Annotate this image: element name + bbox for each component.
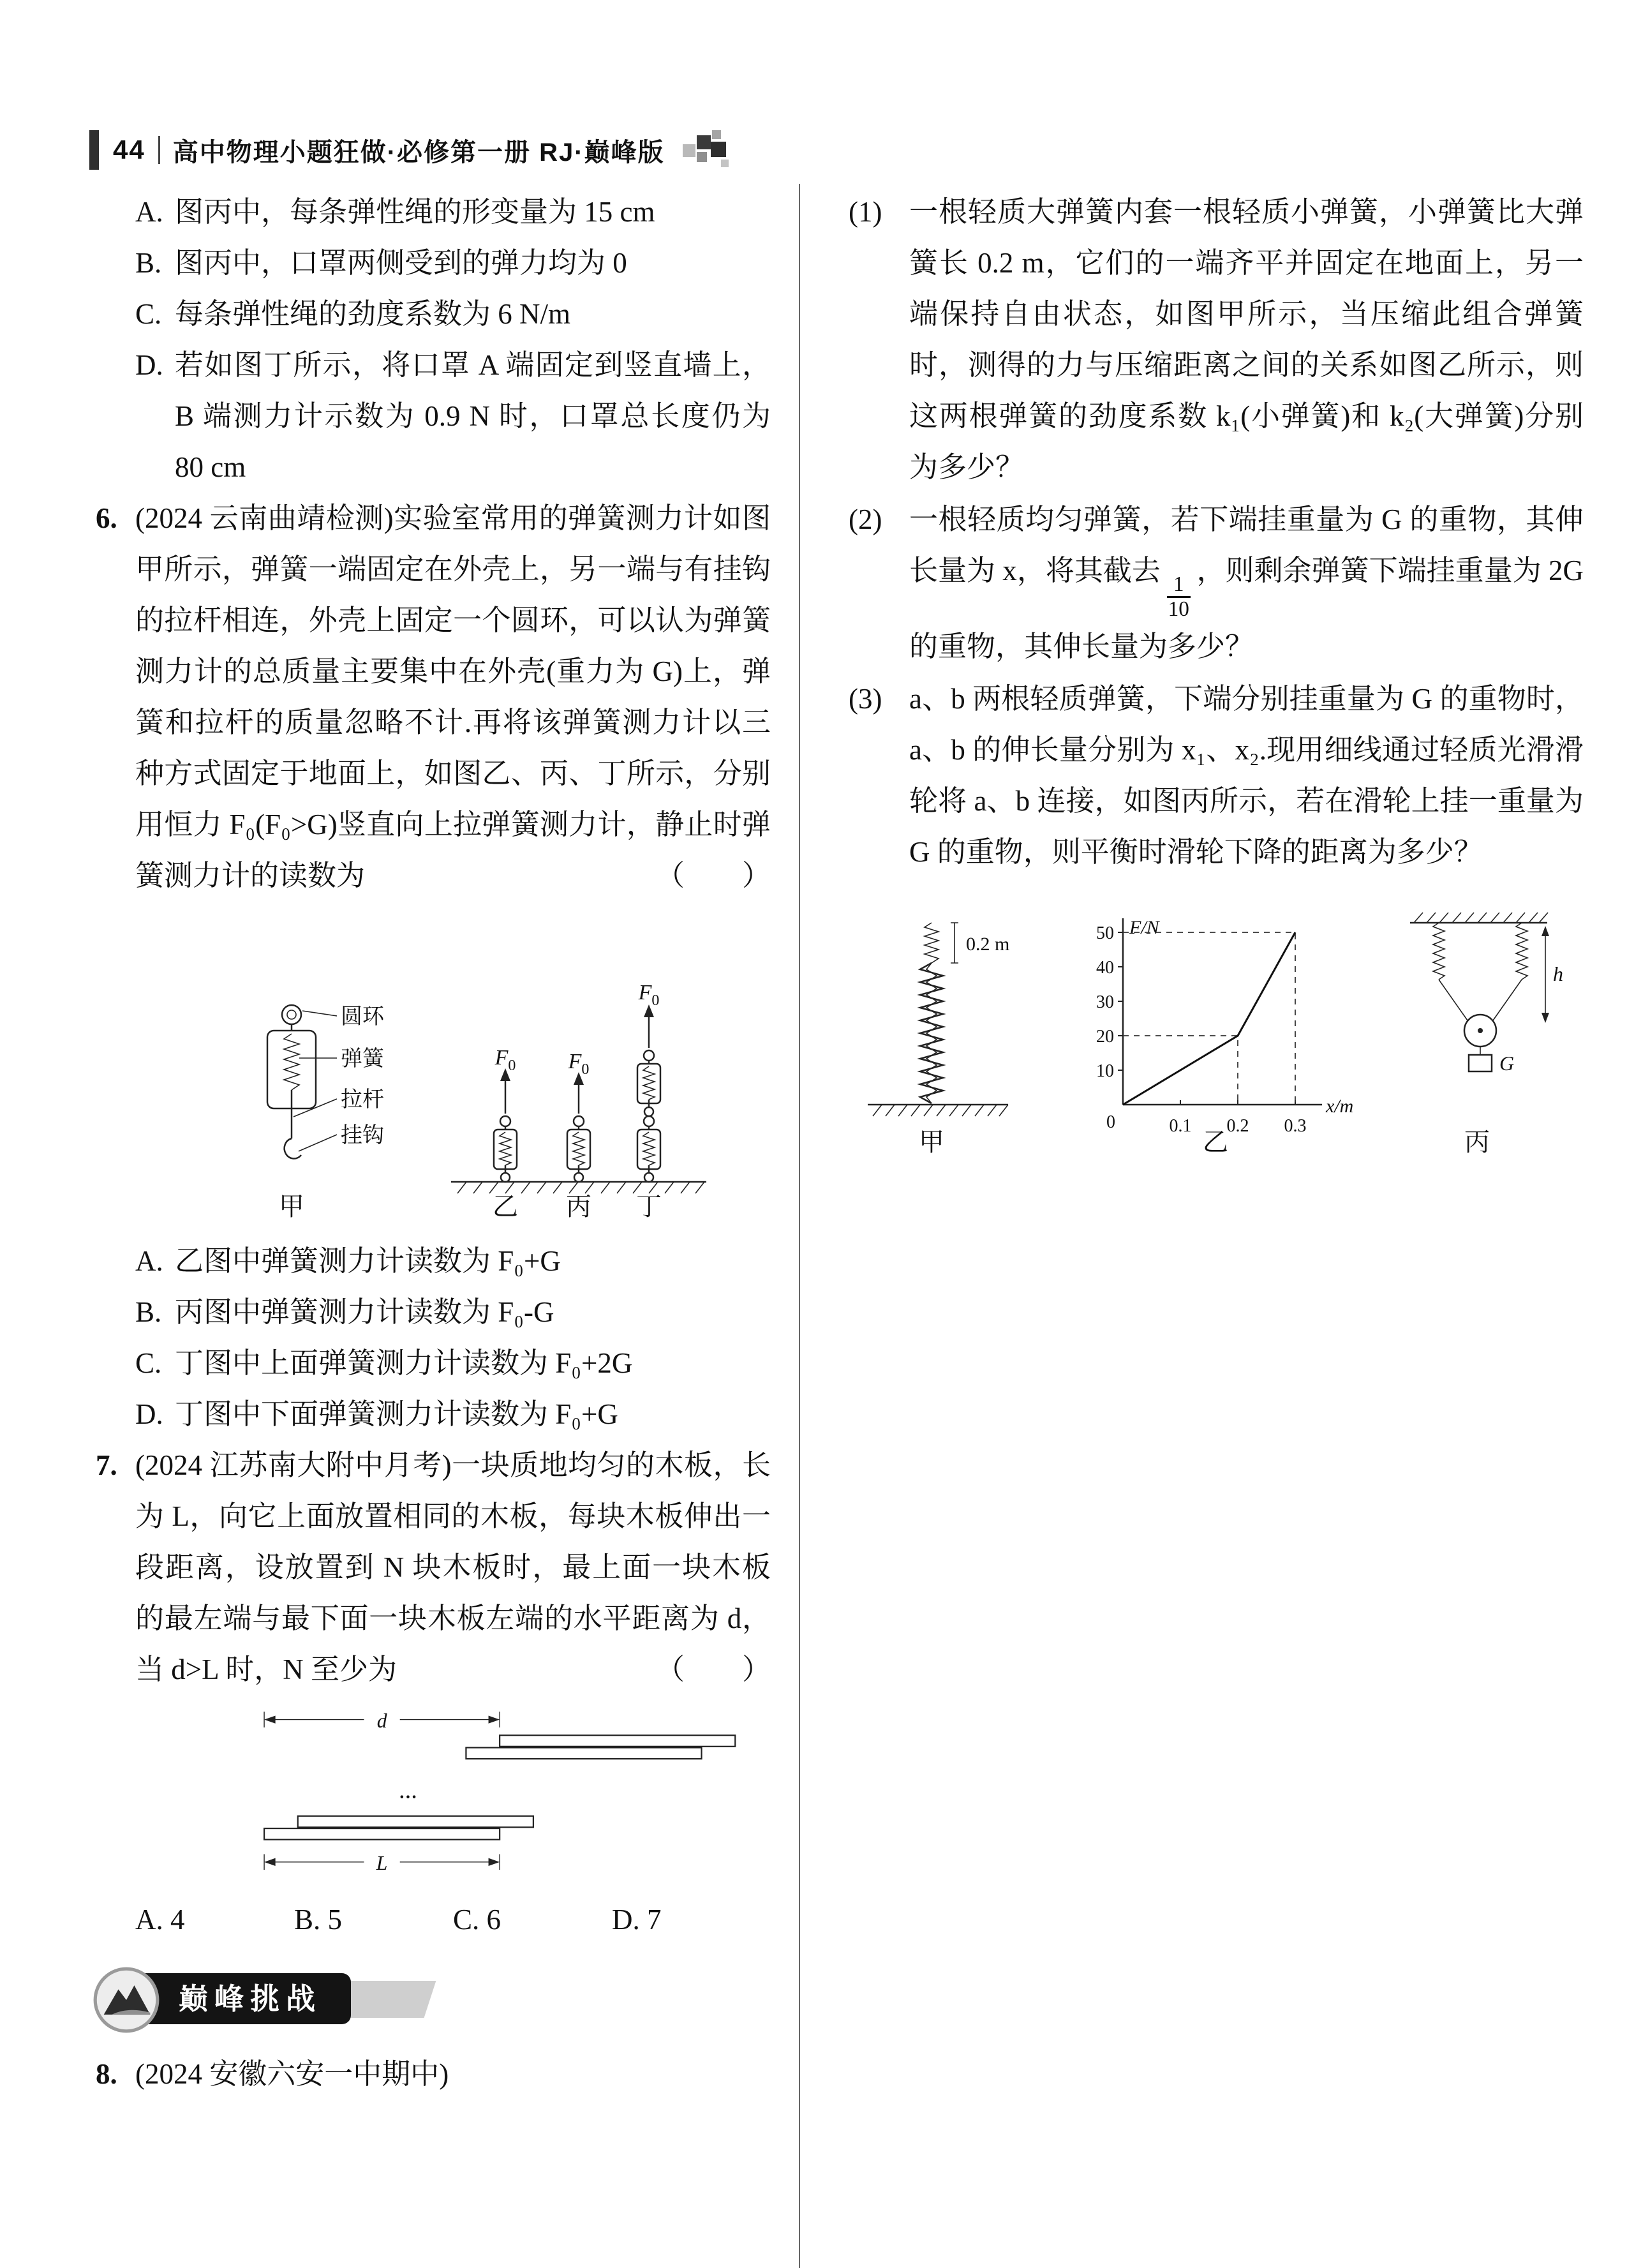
option-label: C. <box>453 1904 480 1936</box>
spring-scale-bing <box>566 1050 591 1221</box>
option-a <box>135 1894 294 1945</box>
caption-bing: 丙 <box>566 1192 591 1221</box>
caption-yi: 乙 <box>1203 1127 1228 1156</box>
origin-label: 0 <box>1106 1112 1115 1132</box>
stacked-boards-diagram <box>197 1704 758 1889</box>
option-text: 7 <box>647 1904 662 1936</box>
part-label: (3) <box>849 682 882 715</box>
header-title: 高中物理小题狂做·必修第一册 RJ·巅峰版 <box>172 138 665 167</box>
part-label: (1) <box>849 196 882 228</box>
part-2 <box>849 494 1584 672</box>
column-divider <box>799 184 800 2268</box>
right-column-figure <box>849 894 1584 1156</box>
boards <box>264 1735 735 1839</box>
y-tick-label: 20 <box>1096 1026 1114 1047</box>
option-text: 丁图中下面弹簧测力计读数为 F₀+G <box>175 1398 618 1430</box>
option-c <box>135 288 771 339</box>
y-axis-label: F/N <box>1129 916 1159 938</box>
option-text: 6 <box>486 1904 501 1936</box>
right-column <box>849 186 1584 1156</box>
caption-yi: 乙 <box>493 1192 518 1221</box>
header-accent-bar <box>89 130 99 170</box>
option-c <box>453 1894 612 1945</box>
data-line <box>1123 932 1295 1105</box>
question-number: 7. <box>96 1449 117 1481</box>
option-a <box>135 186 771 237</box>
spring-scale-jia <box>267 1005 385 1221</box>
option-label: D. <box>135 349 163 381</box>
question-body: (2024 江苏南大附中月考)一块质地均匀的木板，长为 L，向它上面放置相同的木板，每块木板伸出一段距离，设放置到 N 块木板时，最上面一块木板的最左端与最下面一块木板左端的水平距离为 d，当 d>L 时，N 至少为 <box>135 1449 771 1685</box>
force-label: $F_0$ <box>568 1050 590 1078</box>
option-text: 若如图丁所示，将口罩 A 端固定到竖直墙上，B 端测力计示数为 0.9 N 时，口罩总长度仍为 80 cm <box>175 349 771 483</box>
option-label: B. <box>135 1296 162 1328</box>
option-d <box>135 1389 771 1440</box>
y-tick-label: 40 <box>1096 957 1114 978</box>
spring-scale-yi <box>493 1046 518 1221</box>
badge-pill <box>129 1973 351 2024</box>
h-label: h <box>1553 962 1563 985</box>
option-a <box>135 1235 771 1287</box>
option-text: 丁图中上面弹簧测力计读数为 F₀+2G <box>175 1347 633 1379</box>
spring-graph-pulley-diagram <box>849 894 1582 1156</box>
option-label: D. <box>135 1398 163 1430</box>
label-hook: 挂钩 <box>341 1124 384 1147</box>
option-text: 4 <box>170 1904 185 1936</box>
option-label: C. <box>135 1347 162 1379</box>
x-tick-label: 0.1 <box>1169 1115 1192 1136</box>
part-3 <box>849 673 1584 877</box>
option-text: 图丙中，每条弹性绳的形变量为 15 cm <box>175 196 655 228</box>
part-text: a、b 两根轻质弹簧，下端分别挂重量为 G 的重物时，a、b 的伸长量分别为 x₁、x₂.现用细线通过轻质光滑滑轮将 a、b 连接，如图丙所示，若在滑轮上挂一重量为 G 的重物，则平衡时滑轮下降的距离为多少？ <box>909 682 1584 868</box>
question-body: (2024 云南曲靖检测)实验室常用的弹簧测力计如图甲所示，弹簧一端固定在外壳上，另一端与有挂钩的拉杆相连，外壳上固定一个圆环，可以认为弹簧测力计的总质量主要集中在外壳(重力为 G)上，弹簧和拉杆的质量忽略不计.再将该弹簧测力计以三种方式固定于地面上，如图乙、丙、丁所示，分别用恒力 F₀(F₀>G)竖直向上拉弹簧测力计，静止时弹簧测力计的读数为 <box>135 502 771 892</box>
header-decoration-squares-icon <box>681 129 734 171</box>
caption-jia: 甲 <box>919 1127 944 1156</box>
page-header <box>89 128 734 172</box>
page-number: 44 <box>113 135 145 165</box>
option-text: 丙图中弹簧测力计读数为 F₀-G <box>175 1296 554 1328</box>
label-ring: 圆环 <box>341 1005 384 1029</box>
option-text: 图丙中，口罩两侧受到的弹力均为 0 <box>175 247 627 279</box>
left-column <box>96 186 771 2100</box>
answer-bracket: （ ） <box>655 1653 771 1685</box>
part-text: ，则剩余弹簧下端挂重量为 2G 的重物，其伸长量为多少？ <box>909 555 1584 662</box>
option-label: A. <box>135 196 163 228</box>
force-label: $F_0$ <box>638 981 660 1009</box>
dimension-d <box>264 1710 500 1732</box>
option-d <box>135 339 771 493</box>
x-axis-label: x/m <box>1326 1095 1354 1117</box>
question-number: 6. <box>96 502 117 534</box>
question-number: 8. <box>96 2058 117 2090</box>
mountain-icon <box>92 1966 161 2034</box>
peak-challenge-banner <box>92 1964 771 2041</box>
force-compression-graph <box>1096 917 1353 1136</box>
question-6 <box>96 493 771 1440</box>
question-6-figure <box>231 914 771 1227</box>
badge-label: 巅峰挑战 <box>179 1982 322 2015</box>
option-label: A. <box>135 1245 163 1277</box>
part-text: 一根轻质大弹簧内套一根轻质小弹簧，小弹簧比大弹簧长 0.2 m，它们的一端齐平并固定在地面上，另一端保持自由状态，如图甲所示，当压缩此组合弹簧时，测得的力与压缩距离之间的关系如图乙所示，则这两根弹簧的劲度系数 k₁(小弹簧)和 k₂(大弹簧)分别为多少？ <box>909 196 1584 483</box>
x-tick-label: 0.2 <box>1226 1115 1249 1136</box>
option-text: 5 <box>327 1904 343 1936</box>
fraction-one-tenth <box>1167 573 1191 621</box>
part-text: 一根轻质均匀弹簧，若下端挂重量为 G 的重物，其伸长量为 x，将其截去 <box>909 504 1584 586</box>
part-label: (2) <box>849 504 882 535</box>
option-d <box>612 1894 771 1945</box>
header-separator <box>158 136 160 164</box>
fraction-denominator: 10 <box>1168 597 1189 621</box>
option-label: A. <box>135 1904 163 1936</box>
question-7 <box>96 1440 771 1945</box>
caption-ding: 丁 <box>636 1192 662 1221</box>
option-label: B. <box>135 247 162 279</box>
caption-jia: 甲 <box>279 1192 304 1221</box>
option-b <box>294 1894 453 1945</box>
dashed-guide <box>1123 932 1295 1105</box>
nested-springs-jia <box>868 923 1009 1156</box>
question-8 <box>96 2048 771 2100</box>
option-text: 每条弹性绳的劲度系数为 6 N/m <box>175 298 571 330</box>
ellipsis: ... <box>398 1777 417 1804</box>
question-7-text <box>135 1440 771 1695</box>
dimension-L <box>264 1852 500 1874</box>
option-label: D. <box>612 1904 640 1936</box>
option-b <box>135 1287 771 1338</box>
caption-bing: 丙 <box>1464 1127 1490 1156</box>
y-tick-label: 30 <box>1096 992 1114 1012</box>
gap-label: 0.2 m <box>966 933 1010 955</box>
y-tick-label: 50 <box>1096 923 1114 943</box>
question-body: (2024 安徽六安一中期中) <box>135 2058 449 2090</box>
d-label: d <box>376 1709 387 1732</box>
fraction-numerator: 1 <box>1167 573 1191 598</box>
y-tick-label: 10 <box>1096 1061 1114 1081</box>
force-label: $F_0$ <box>494 1046 516 1074</box>
answer-bracket: （ ） <box>655 860 771 892</box>
part-1 <box>849 186 1584 493</box>
option-label: C. <box>135 298 162 330</box>
option-text: 乙图中弹簧测力计读数为 F₀+G <box>175 1245 561 1277</box>
L-label: L <box>376 1852 388 1875</box>
option-b <box>135 237 771 288</box>
springs-pulley-bing <box>1410 913 1563 1156</box>
x-tick-label: 0.3 <box>1284 1115 1307 1136</box>
weight-label: G <box>1499 1051 1515 1075</box>
spring-scale-diagram <box>231 914 716 1227</box>
prev-question-options <box>135 186 771 493</box>
label-rod: 拉杆 <box>341 1088 384 1112</box>
option-label: B. <box>294 1904 321 1936</box>
question-6-text <box>135 493 771 901</box>
label-spring: 弹簧 <box>341 1047 384 1071</box>
question-7-options <box>135 1894 771 1945</box>
question-7-figure <box>197 1704 771 1889</box>
option-c <box>135 1338 771 1389</box>
